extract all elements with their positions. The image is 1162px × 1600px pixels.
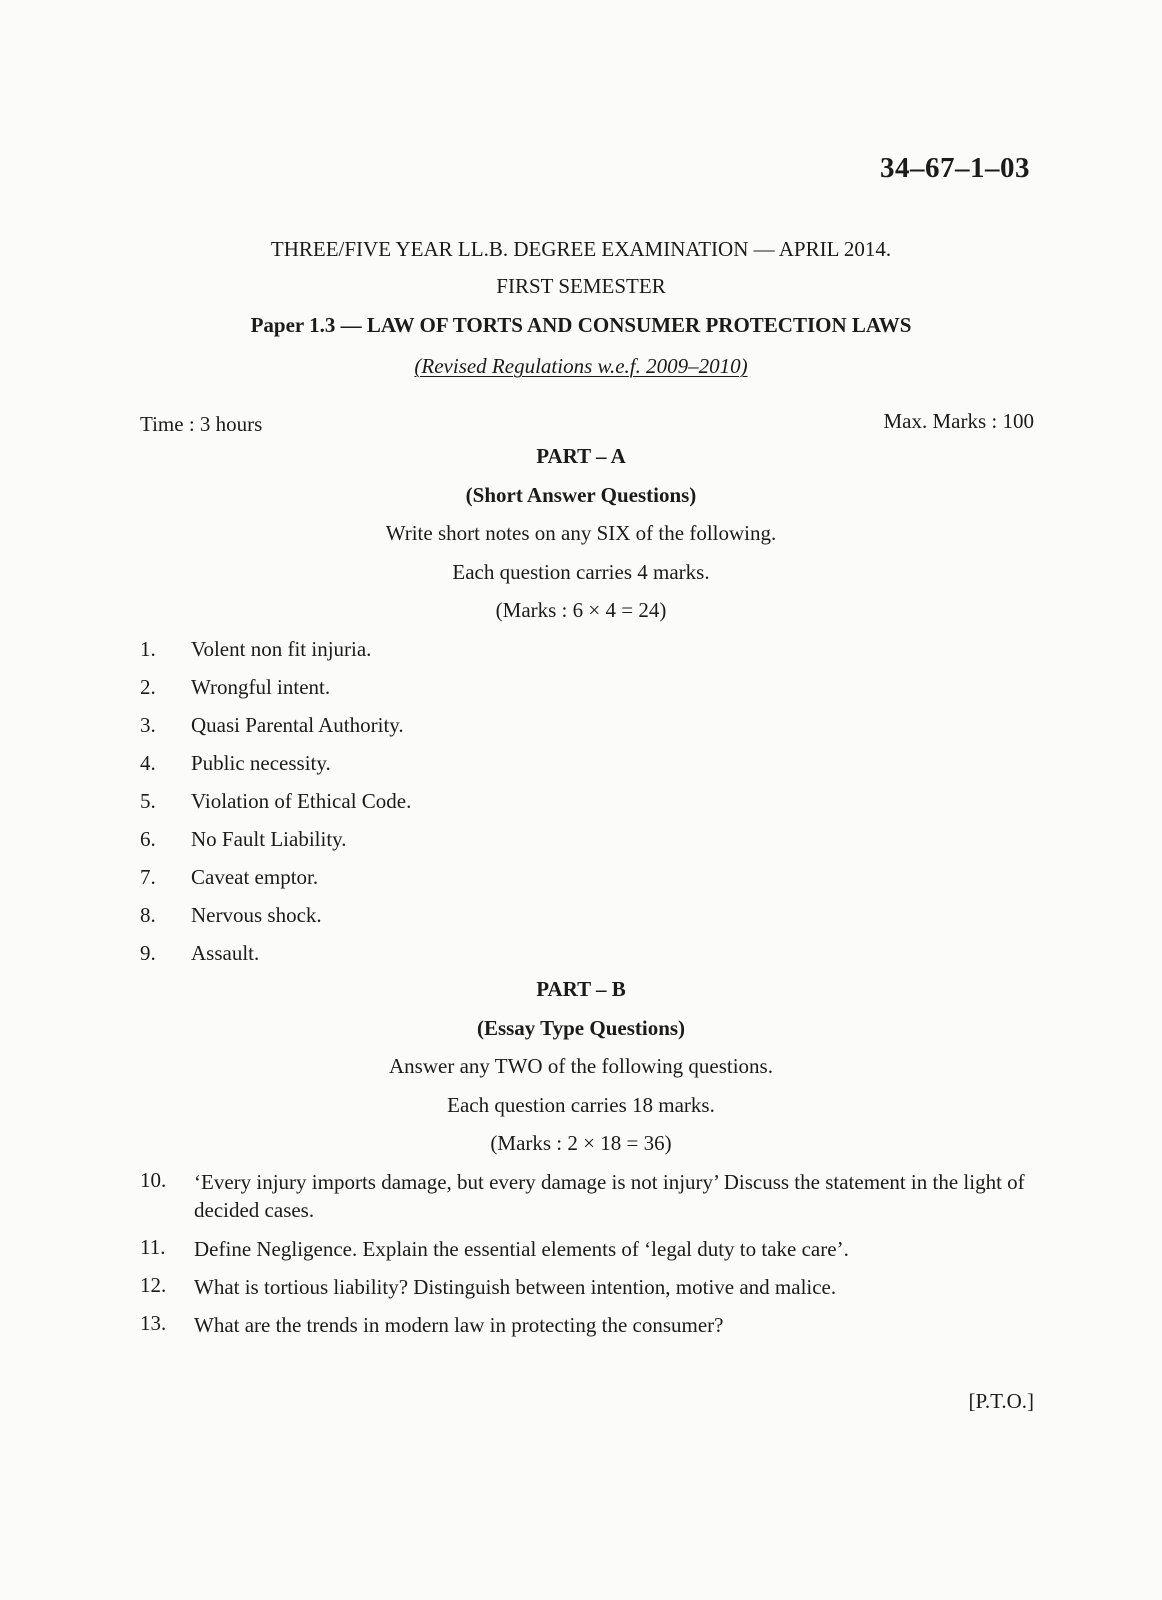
part-a-instruction: Write short notes on any SIX of the following. [385, 521, 777, 545]
question-number: 10. [140, 1168, 167, 1192]
question-text: No Fault Liability. [191, 827, 347, 851]
question-number: 3. [140, 713, 156, 737]
question-text: Volent non fit injuria. [191, 637, 372, 661]
paper-title: Paper 1.3 — LAW OF TORTS AND CONSUMER PROTECTION LAWS [250, 313, 912, 337]
question-number: 9. [140, 941, 156, 965]
question-number: 5. [140, 789, 156, 813]
question-number: 13. [140, 1311, 167, 1335]
part-b-marks-total: (Marks : 2 × 18 = 36) [490, 1131, 672, 1155]
question-number: 6. [140, 827, 156, 851]
exam-title: THREE/FIVE YEAR LL.B. DEGREE EXAMINATION — APRIL 2014. [270, 237, 892, 261]
part-a-marks-each: Each question carries 4 marks. [452, 560, 710, 584]
regulations-note [0, 354, 1162, 379]
please-turn-over: [P.T.O.] [968, 1389, 1034, 1413]
question-text: What is tortious liability? Distinguish between intention, motive and malice. [194, 1275, 837, 1299]
question-text: Quasi Parental Authority. [191, 713, 404, 737]
regulations-text: (Revised Regulations w.e.f. 2009–2010) [414, 354, 748, 378]
question-number: 11. [140, 1235, 166, 1259]
semester: FIRST SEMESTER [496, 274, 666, 298]
question-text: ‘Every injury imports damage, but every damage is not injury’ Discuss the statement in the light of decided cases. [194, 1170, 1025, 1222]
question-text: Nervous shock. [191, 903, 322, 927]
question-number: 4. [140, 751, 156, 775]
question-text: Wrongful intent. [191, 675, 331, 699]
question-text: Assault. [191, 941, 260, 965]
max-marks: Max. Marks : 100 [883, 409, 1034, 433]
part-a-subheading: (Short Answer Questions) [465, 483, 697, 507]
question-number: 8. [140, 903, 156, 927]
paper-code: 34–67–1–03 [880, 152, 1030, 184]
time-allowed: Time : 3 hours [140, 412, 263, 436]
part-b-marks-each: Each question carries 18 marks. [447, 1093, 715, 1117]
question-text: Violation of Ethical Code. [191, 789, 412, 813]
part-b-heading: PART – B [536, 977, 626, 1001]
part-b-subheading: (Essay Type Questions) [476, 1016, 686, 1040]
question-number: 2. [140, 675, 156, 699]
question-text: Caveat emptor. [191, 865, 319, 889]
part-a-marks-total: (Marks : 6 × 4 = 24) [495, 598, 667, 622]
part-b-instruction: Answer any TWO of the following questions. [389, 1054, 773, 1078]
part-a-heading: PART – A [536, 444, 626, 468]
question-number: 12. [140, 1273, 167, 1297]
question-text: Define Negligence. Explain the essential elements of ‘legal duty to take care’. [194, 1237, 849, 1261]
question-number: 1. [140, 637, 156, 661]
question-number: 7. [140, 865, 156, 889]
question-text: Public necessity. [191, 751, 331, 775]
question-text: What are the trends in modern law in protecting the consumer? [194, 1313, 724, 1337]
